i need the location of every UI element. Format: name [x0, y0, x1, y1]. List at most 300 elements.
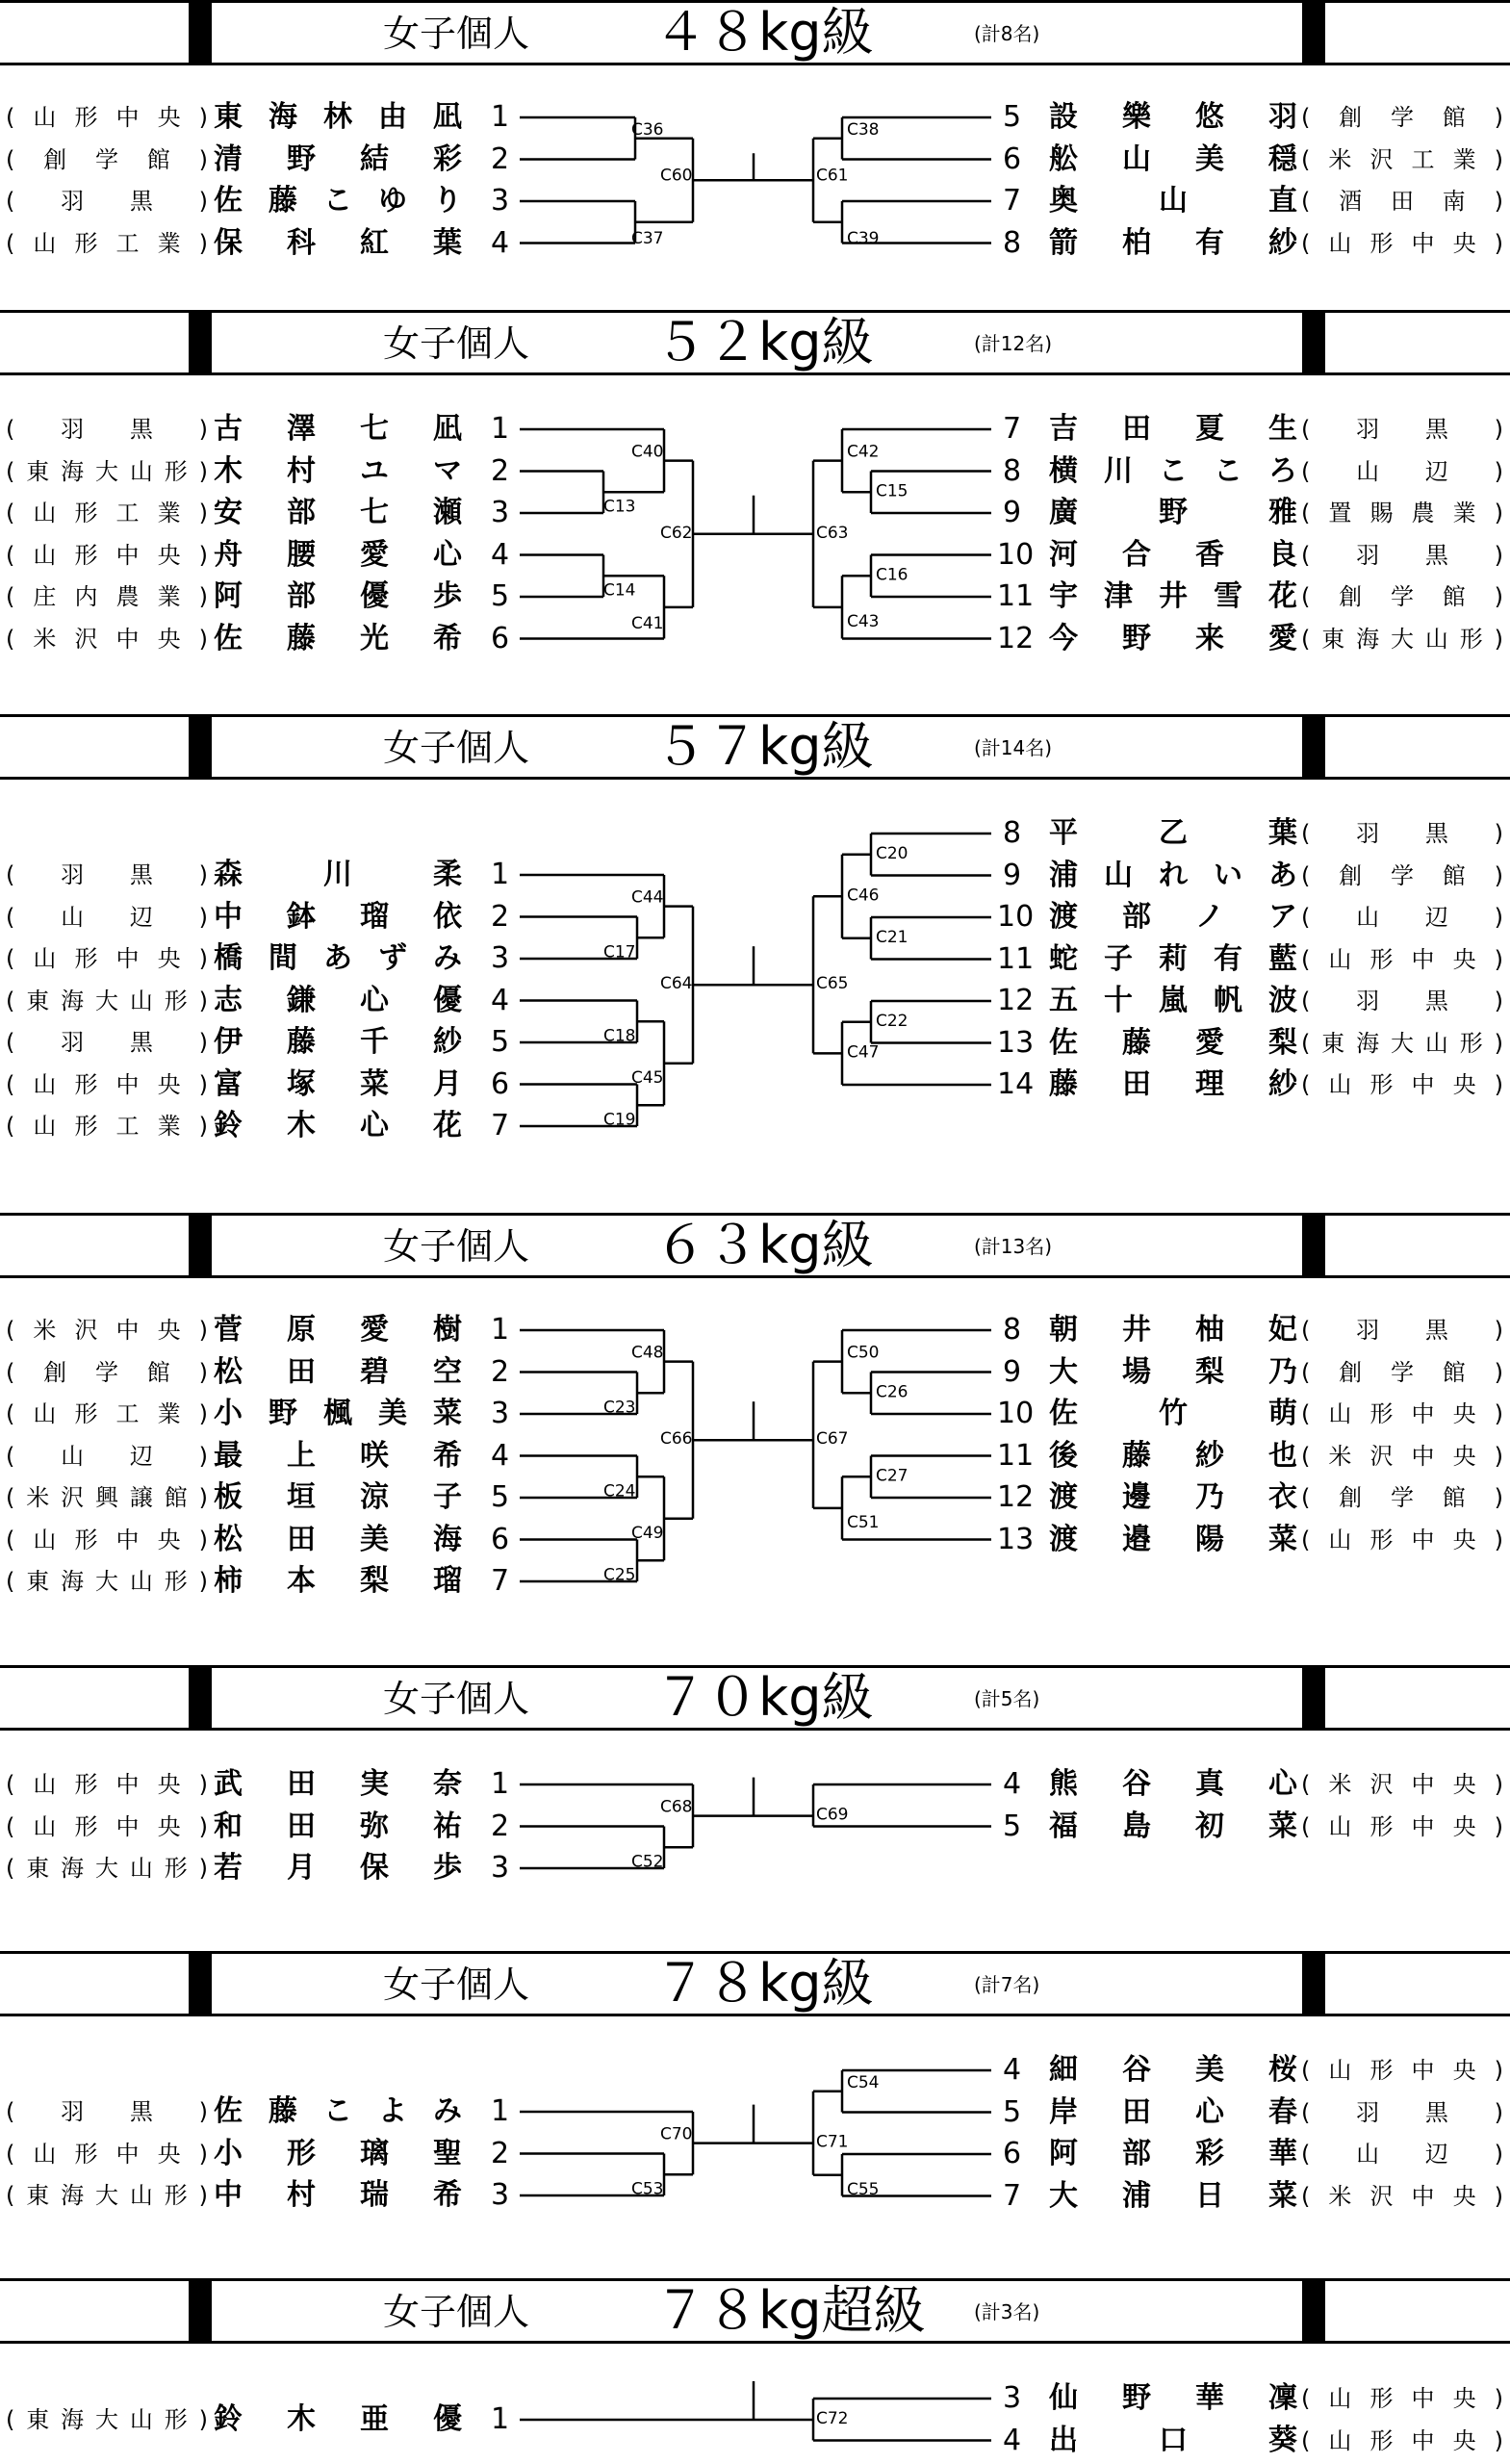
- match-label: C49: [631, 1523, 664, 1543]
- entrant-seed: 11: [997, 579, 1035, 613]
- entrant-school: (東海大山形): [6, 2406, 208, 2433]
- entrant-name: 鈴木心花: [214, 1109, 462, 1142]
- entrant-name: 阿部彩華: [1049, 2137, 1297, 2170]
- entrant-school: (山形中央): [1301, 1071, 1503, 1098]
- entrant-seed: 14: [997, 1067, 1035, 1101]
- entrant-school: (山形中央): [6, 2140, 208, 2168]
- right-entrant-row: [0, 1353, 1510, 1392]
- entrant-name: 浦山れいあ: [1049, 858, 1297, 892]
- entrant-school: (東海大山形): [6, 457, 208, 485]
- entrant-school: (創学館): [1301, 861, 1503, 889]
- section-header: [0, 714, 1510, 780]
- entrant-school: (山形工業): [6, 1113, 208, 1140]
- entrant-seed: 3: [491, 2178, 510, 2212]
- match-label: C43: [847, 611, 880, 631]
- header-block-left: [189, 310, 212, 375]
- entrant-name: 岸田心春: [1049, 2094, 1297, 2129]
- entrant-name: 若月保歩: [214, 1851, 462, 1885]
- entrant-school: (山形中央): [1301, 229, 1503, 257]
- entrant-seed: 6: [491, 1522, 510, 1556]
- entrant-school: (山形工業): [6, 229, 208, 257]
- entrant-name: 東海林由凪: [214, 100, 462, 134]
- entrant-seed: 13: [997, 1522, 1035, 1556]
- entrant-name: 佐竹萌: [1049, 1397, 1297, 1430]
- right-entrant-row: [0, 940, 1510, 979]
- entrant-name: 設樂悠羽: [1049, 100, 1297, 134]
- entrant-name: 奥山直: [1049, 184, 1297, 218]
- match-label: C17: [603, 942, 636, 962]
- entrant-name: 廣野雅: [1049, 496, 1297, 529]
- match-label: C39: [847, 228, 880, 248]
- match-label: C67: [816, 1429, 849, 1450]
- match-label: C36: [631, 119, 664, 140]
- entrant-name: 最上咲希: [214, 1438, 462, 1473]
- entrant-name: 熊谷真心: [1049, 1767, 1297, 1801]
- entrant-seed: 7: [1003, 2178, 1022, 2213]
- entrant-name: 舩山美穏: [1049, 141, 1297, 176]
- match-label: C47: [847, 1042, 880, 1063]
- section-title: 女子個人: [383, 1678, 530, 1720]
- entrant-school: (山辺): [6, 903, 208, 931]
- entrant-seed: 3: [491, 941, 510, 975]
- entrant-seed: 8: [1003, 1313, 1022, 1347]
- entrant-name: 佐藤光希: [214, 621, 462, 655]
- entrant-seed: 5: [491, 1025, 510, 1059]
- right-entrant-row: [0, 410, 1510, 449]
- entrant-name: 渡部ノア: [1049, 900, 1297, 934]
- entrant-school: (山形中央): [6, 541, 208, 569]
- entrant-seed: 4: [1003, 2423, 1022, 2457]
- entrant-name: 中村瑞希: [214, 2178, 462, 2212]
- entrant-name: 清野結彩: [214, 141, 462, 176]
- left-entrant-row: [0, 1849, 539, 1887]
- entrant-name: 細谷美桜: [1049, 2053, 1297, 2087]
- match-label: C68: [660, 1797, 693, 1817]
- entrant-count: (計8名): [974, 22, 1040, 45]
- match-label: C25: [603, 1565, 636, 1585]
- entrant-school: (羽黒): [6, 1029, 208, 1056]
- header-block-left: [189, 0, 212, 65]
- match-label: C53: [631, 2179, 664, 2199]
- match-label: C13: [603, 497, 636, 517]
- match-label: C40: [631, 442, 664, 462]
- entrant-school: (山形中央): [6, 1812, 208, 1840]
- right-entrant-row: [0, 2051, 1510, 2090]
- entrant-seed: 7: [1003, 184, 1022, 218]
- left-entrant-row: [0, 1562, 539, 1601]
- header-block-right: [1302, 2278, 1325, 2344]
- right-entrant-row: [0, 1065, 1510, 1104]
- right-entrant-row: [0, 536, 1510, 575]
- entrant-name: 小野楓美菜: [214, 1397, 462, 1430]
- entrant-school: (創学館): [1301, 583, 1503, 610]
- match-label: C54: [847, 2072, 880, 2092]
- right-entrant-row: [0, 2379, 1510, 2418]
- match-label: C38: [847, 119, 880, 140]
- entrant-seed: 4: [491, 537, 510, 572]
- entrant-school: (山形中央): [1301, 1526, 1503, 1553]
- entrant-name: 安部七瀬: [214, 496, 462, 529]
- section-header: [0, 1951, 1510, 2016]
- section-title: 女子個人: [383, 1225, 530, 1268]
- entrant-school: (山辺): [6, 1442, 208, 1470]
- match-label: C65: [816, 974, 849, 994]
- right-entrant-row: [0, 2422, 1510, 2460]
- entrant-school: (米沢興譲館): [6, 1484, 208, 1511]
- right-entrant-row: [0, 182, 1510, 220]
- entrant-school: (創学館): [1301, 104, 1503, 131]
- match-label: C66: [660, 1429, 693, 1450]
- match-label: C15: [876, 481, 909, 501]
- entrant-name: 中鉢瑠依: [214, 899, 462, 934]
- entrant-seed: 5: [491, 579, 510, 613]
- match-label: C37: [631, 228, 664, 248]
- entrant-name: 鈴木亜優: [214, 2402, 462, 2436]
- entrant-seed: 9: [1003, 1354, 1022, 1389]
- entrant-seed: 2: [491, 1354, 510, 1389]
- section-header: [0, 310, 1510, 375]
- weight-class: ７８kg級: [654, 1953, 874, 2014]
- entrant-school: (山形中央): [1301, 1812, 1503, 1840]
- entrant-name: 森川柔: [214, 858, 462, 891]
- right-entrant-row: [0, 1437, 1510, 1476]
- match-label: C21: [876, 927, 909, 947]
- entrant-school: (米沢中央): [1301, 1771, 1503, 1798]
- entrant-name: 古澤七凪: [214, 412, 462, 446]
- weight-class: ６３kg級: [654, 1215, 874, 1275]
- right-entrant-row: [0, 2177, 1510, 2216]
- entrant-name: 佐藤こゆり: [214, 184, 462, 218]
- match-label: C41: [631, 613, 664, 633]
- entrant-seed: 1: [491, 858, 510, 891]
- section-title: 女子個人: [383, 13, 530, 55]
- entrant-name: 藤田理紗: [1049, 1067, 1297, 1101]
- entrant-name: 松田美海: [214, 1522, 462, 1556]
- entrant-name: 佐藤こよみ: [214, 2094, 462, 2128]
- entrant-seed: 1: [491, 412, 510, 446]
- entrant-school: (東海大山形): [6, 1568, 208, 1595]
- match-label: C44: [631, 887, 664, 908]
- right-entrant-row: [0, 2093, 1510, 2132]
- entrant-school: (庄内農業): [6, 583, 208, 610]
- entrant-school: (羽黒): [1301, 820, 1503, 847]
- match-label: C71: [816, 2132, 849, 2152]
- entrant-school: (創学館): [6, 145, 208, 173]
- entrant-name: 後藤紗也: [1049, 1438, 1297, 1473]
- entrant-name: 武田実奈: [214, 1767, 462, 1801]
- entrant-seed: 4: [491, 983, 510, 1017]
- entrant-school: (羽黒): [1301, 988, 1503, 1014]
- entrant-school: (山辺): [1301, 904, 1503, 931]
- entrant-name: 蛇子莉有藍: [1049, 941, 1297, 976]
- entrant-school: (羽黒): [1301, 2098, 1503, 2126]
- section-header: [0, 1213, 1510, 1278]
- entrant-seed: 11: [997, 941, 1035, 976]
- entrant-name: 五十嵐帆波: [1049, 984, 1297, 1017]
- entrant-school: (創学館): [6, 1358, 208, 1386]
- header-block-left: [189, 1951, 212, 2016]
- weight-class: ５７kg級: [654, 716, 874, 777]
- entrant-seed: 7: [1003, 412, 1022, 446]
- entrant-school: (羽黒): [1301, 1317, 1503, 1344]
- match-label: C62: [660, 523, 693, 543]
- entrant-name: 舟腰愛心: [214, 537, 462, 572]
- header-block-left: [189, 1213, 212, 1278]
- entrant-school: (山辺): [1301, 2141, 1503, 2168]
- entrant-seed: 12: [997, 621, 1035, 655]
- right-entrant-row: [0, 452, 1510, 491]
- match-label: C55: [847, 2179, 880, 2199]
- entrant-school: (山形中央): [1301, 2426, 1503, 2454]
- right-entrant-row: [0, 1311, 1510, 1349]
- entrant-school: (東海大山形): [6, 1855, 208, 1882]
- section-title: 女子個人: [383, 322, 530, 365]
- entrant-school: (山形中央): [6, 1771, 208, 1798]
- match-label: C63: [816, 523, 849, 543]
- header-block-right: [1302, 0, 1325, 65]
- header-block-right: [1302, 1951, 1325, 2016]
- section-title: 女子個人: [383, 727, 530, 769]
- entrant-school: (羽黒): [6, 416, 208, 443]
- right-entrant-row: [0, 141, 1510, 179]
- entrant-school: (羽黒): [6, 188, 208, 215]
- match-label: C60: [660, 166, 693, 186]
- entrant-count: (計5名): [974, 1687, 1040, 1710]
- right-entrant-row: [0, 1765, 1510, 1804]
- entrant-seed: 9: [1003, 858, 1022, 892]
- section-title: 女子個人: [383, 2291, 530, 2333]
- entrant-name: 平乙葉: [1049, 816, 1297, 850]
- entrant-seed: 1: [491, 2402, 510, 2436]
- section-header: [0, 2278, 1510, 2344]
- header-block-left: [189, 2278, 212, 2344]
- entrant-name: 菅原愛樹: [214, 1313, 462, 1347]
- entrant-name: 板垣涼子: [214, 1480, 462, 1514]
- entrant-seed: 1: [491, 100, 510, 134]
- entrant-name: 阿部優歩: [214, 579, 462, 613]
- header-block-right: [1302, 310, 1325, 375]
- right-entrant-row: [0, 982, 1510, 1020]
- entrant-name: 橋間あずみ: [214, 941, 462, 975]
- right-entrant-row: [0, 814, 1510, 853]
- entrant-seed: 10: [997, 537, 1035, 572]
- match-label: C51: [847, 1512, 880, 1532]
- match-label: C24: [603, 1481, 636, 1502]
- entrant-name: 渡邉陽菜: [1049, 1522, 1297, 1556]
- right-entrant-row: [0, 494, 1510, 532]
- entrant-name: 渡邊乃衣: [1049, 1480, 1297, 1514]
- entrant-name: 今野来愛: [1049, 621, 1297, 655]
- entrant-school: (山形中央): [1301, 2385, 1503, 2412]
- entrant-seed: 6: [1003, 141, 1022, 176]
- header-block-left: [189, 1665, 212, 1731]
- entrant-count: (計12名): [974, 332, 1053, 355]
- entrant-school: (山形中央): [6, 1070, 208, 1098]
- entrant-seed: 8: [1003, 225, 1022, 260]
- weight-class: ４８kg級: [654, 2, 874, 63]
- match-label: C16: [876, 565, 909, 585]
- match-label: C61: [816, 166, 849, 186]
- entrant-seed: 5: [491, 1480, 510, 1514]
- weight-class: ７８kg超級: [654, 2280, 926, 2341]
- entrant-seed: 4: [1003, 2053, 1022, 2087]
- header-block-left: [189, 714, 212, 780]
- right-entrant-row: [0, 98, 1510, 137]
- entrant-seed: 3: [491, 184, 510, 218]
- entrant-name: 志鎌心優: [214, 983, 462, 1017]
- entrant-seed: 5: [1003, 100, 1022, 134]
- entrant-name: 富塚菜月: [214, 1066, 462, 1101]
- entrant-school: (山辺): [1301, 457, 1503, 485]
- right-entrant-row: [0, 1024, 1510, 1063]
- entrant-name: 横川こころ: [1049, 453, 1297, 488]
- right-entrant-row: [0, 1478, 1510, 1517]
- entrant-school: (置賜農業): [1301, 500, 1503, 526]
- left-entrant-row: [0, 1107, 539, 1145]
- match-label: C48: [631, 1343, 664, 1363]
- entrant-school: (羽黒): [1301, 541, 1503, 569]
- entrant-seed: 2: [491, 1809, 510, 1843]
- entrant-school: (山形中央): [6, 104, 208, 131]
- entrant-school: (羽黒): [6, 2098, 208, 2125]
- entrant-school: (米沢中央): [1301, 2182, 1503, 2210]
- entrant-seed: 2: [491, 899, 510, 934]
- entrant-name: 朝井柚妃: [1049, 1313, 1297, 1347]
- match-label: C46: [847, 886, 880, 906]
- entrant-name: 松田碧空: [214, 1354, 462, 1389]
- right-entrant-row: [0, 224, 1510, 263]
- entrant-count: (計14名): [974, 736, 1053, 759]
- entrant-school: (東海大山形): [6, 2182, 208, 2209]
- right-entrant-row: [0, 620, 1510, 658]
- entrant-count: (計13名): [974, 1235, 1053, 1258]
- entrant-seed: 2: [491, 2136, 510, 2170]
- entrant-name: 福島初菜: [1049, 1809, 1297, 1843]
- right-entrant-row: [0, 898, 1510, 937]
- entrant-name: 大場梨乃: [1049, 1354, 1297, 1389]
- entrant-school: (東海大山形): [1301, 625, 1503, 653]
- entrant-seed: 2: [491, 453, 510, 488]
- entrant-seed: 10: [997, 900, 1035, 934]
- entrant-school: (山形中央): [6, 1526, 208, 1553]
- entrant-school: (創学館): [1301, 1484, 1503, 1511]
- match-label: C14: [603, 580, 636, 601]
- right-entrant-row: [0, 1395, 1510, 1433]
- entrant-school: (東海大山形): [1301, 1029, 1503, 1057]
- entrant-name: 出口葵: [1049, 2423, 1297, 2457]
- entrant-seed: 6: [491, 621, 510, 655]
- entrant-seed: 12: [997, 1480, 1035, 1514]
- entrant-seed: 3: [1003, 2381, 1022, 2415]
- entrant-school: (東海大山形): [6, 987, 208, 1014]
- right-entrant-row: [0, 1521, 1510, 1559]
- match-label: C20: [876, 843, 909, 863]
- entrant-school: (山形工業): [6, 500, 208, 526]
- entrant-seed: 4: [491, 1438, 510, 1473]
- entrant-seed: 13: [997, 1025, 1035, 1060]
- entrant-seed: 11: [997, 1438, 1035, 1473]
- entrant-school: (山形中央): [1301, 945, 1503, 973]
- match-label: C50: [847, 1343, 880, 1363]
- header-block-right: [1302, 714, 1325, 780]
- entrant-school: (羽黒): [6, 861, 208, 888]
- entrant-seed: 12: [997, 984, 1035, 1017]
- entrant-name: 小形璃聖: [214, 2136, 462, 2170]
- entrant-seed: 6: [1003, 2137, 1022, 2170]
- match-label: C45: [631, 1067, 664, 1088]
- entrant-count: (計7名): [974, 1973, 1040, 1996]
- entrant-seed: 8: [1003, 453, 1022, 488]
- match-label: C70: [660, 2124, 693, 2144]
- entrant-name: 保科紅葉: [214, 225, 462, 260]
- entrant-seed: 5: [1003, 2094, 1022, 2129]
- entrant-school: (羽黒): [1301, 416, 1503, 443]
- entrant-seed: 8: [1003, 816, 1022, 850]
- entrant-seed: 1: [491, 1313, 510, 1347]
- entrant-school: (米沢中央): [6, 625, 208, 653]
- entrant-seed: 3: [491, 1397, 510, 1430]
- entrant-school: (山形工業): [6, 1400, 208, 1427]
- entrant-seed: 3: [491, 496, 510, 529]
- entrant-seed: 2: [491, 141, 510, 176]
- header-block-right: [1302, 1665, 1325, 1731]
- entrant-seed: 10: [997, 1397, 1035, 1430]
- entrant-school: (山形中央): [1301, 1400, 1503, 1427]
- right-entrant-row: [0, 857, 1510, 895]
- entrant-seed: 7: [491, 1109, 510, 1142]
- entrant-name: 大浦日菜: [1049, 2178, 1297, 2213]
- entrant-name: 佐藤愛梨: [1049, 1025, 1297, 1060]
- match-label: C18: [603, 1026, 636, 1046]
- entrant-name: 河合香良: [1049, 537, 1297, 572]
- entrant-seed: 4: [491, 225, 510, 260]
- section-header: [0, 0, 1510, 65]
- match-label: C19: [603, 1110, 636, 1130]
- entrant-seed: 7: [491, 1564, 510, 1598]
- entrant-seed: 6: [491, 1066, 510, 1101]
- entrant-school: (米沢中央): [1301, 1442, 1503, 1470]
- entrant-seed: 4: [1003, 1767, 1022, 1801]
- entrant-school: (山形中央): [1301, 2057, 1503, 2084]
- entrant-school: (酒田南): [1301, 188, 1503, 215]
- match-label: C72: [816, 2409, 849, 2428]
- entrant-school: (米沢工業): [1301, 145, 1503, 173]
- weight-class: ５２kg級: [654, 312, 874, 372]
- match-label: C52: [631, 1852, 664, 1872]
- match-label: C69: [816, 1805, 849, 1825]
- section-title: 女子個人: [383, 1964, 530, 2006]
- match-label: C42: [847, 442, 880, 462]
- entrant-seed: 5: [1003, 1809, 1022, 1843]
- entrant-seed: 3: [491, 1851, 510, 1885]
- entrant-name: 柿本梨瑠: [214, 1564, 462, 1598]
- entrant-name: 伊藤千紗: [214, 1025, 462, 1059]
- entrant-seed: 1: [491, 1767, 510, 1801]
- entrant-name: 宇津井雪花: [1049, 579, 1297, 613]
- section-header: [0, 1665, 1510, 1731]
- entrant-name: 木村ユマ: [214, 453, 462, 488]
- weight-class: ７０kg級: [654, 1667, 874, 1728]
- entrant-count: (計3名): [974, 2300, 1040, 2323]
- match-label: C27: [876, 1466, 909, 1486]
- entrant-seed: 9: [1003, 496, 1022, 529]
- match-label: C22: [876, 1011, 909, 1031]
- entrant-name: 箭柏有紗: [1049, 225, 1297, 260]
- entrant-school: (山形中央): [6, 945, 208, 972]
- match-label: C64: [660, 974, 693, 994]
- right-entrant-row: [0, 578, 1510, 616]
- entrant-name: 仙野華凜: [1049, 2381, 1297, 2415]
